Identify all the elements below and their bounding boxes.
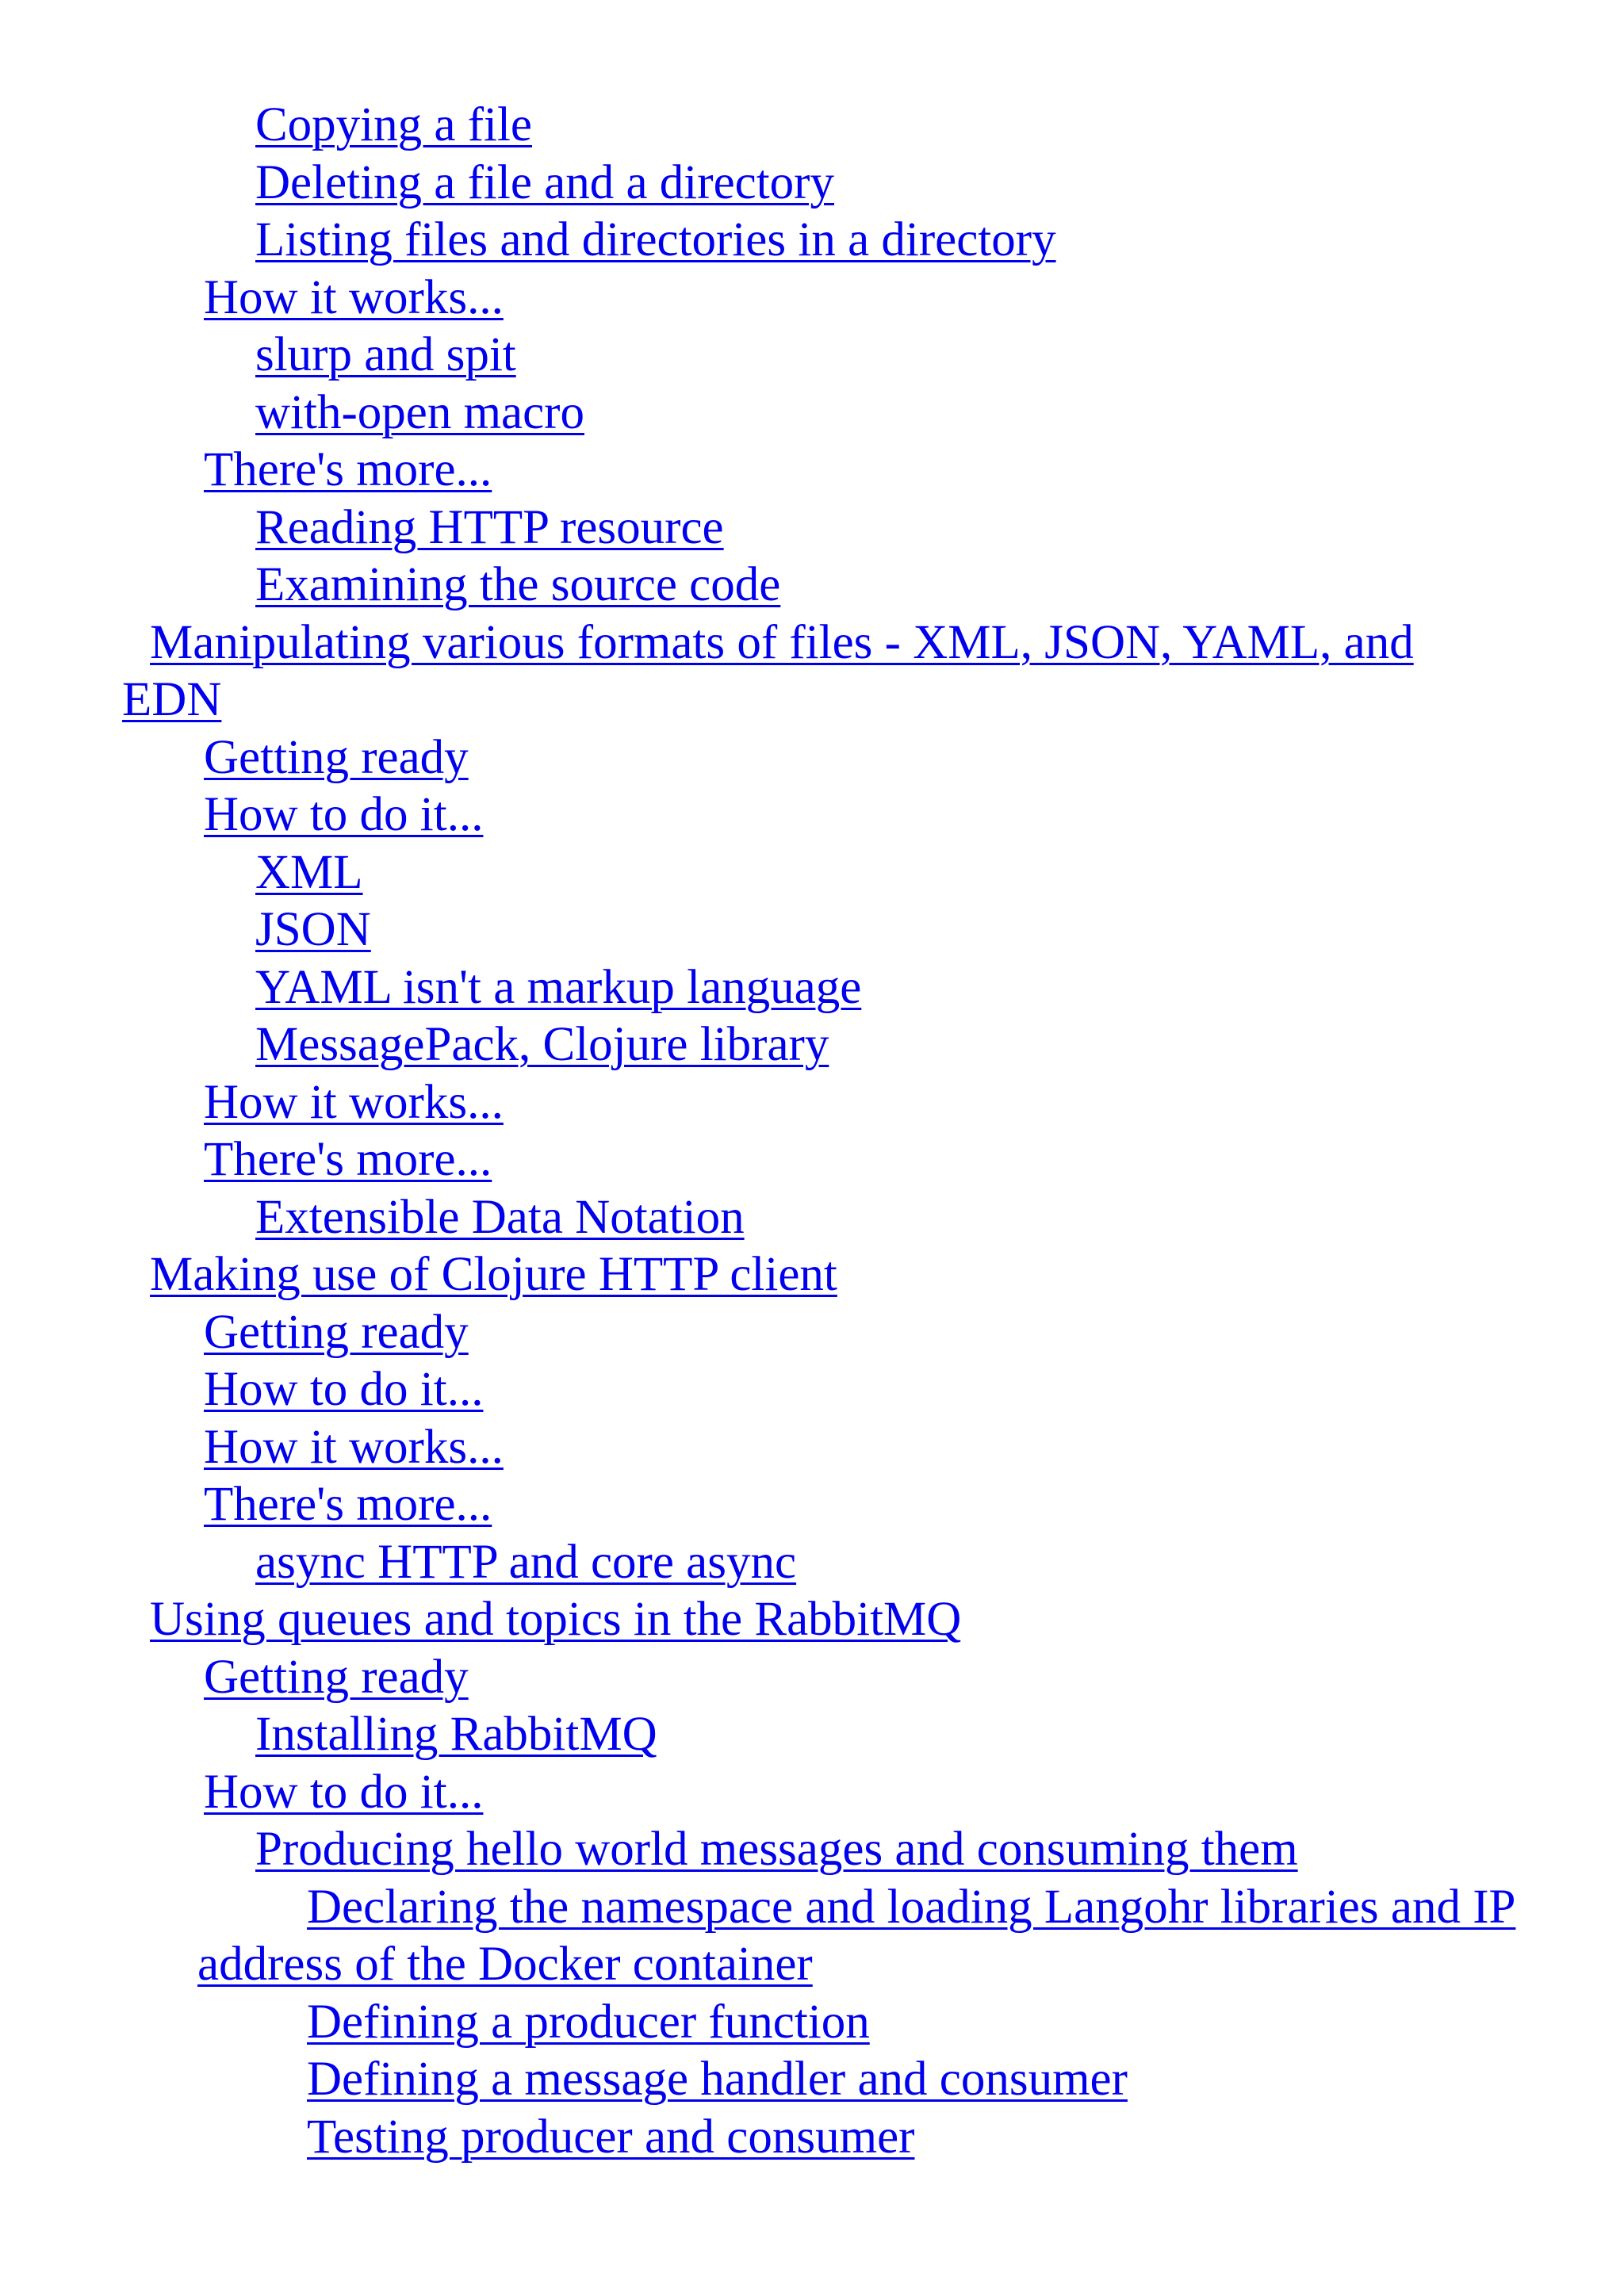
toc-entry — [0, 1879, 1624, 1937]
toc-link[interactable]: Defining a producer function — [307, 1995, 870, 2049]
toc-link[interactable]: slurp and spit — [255, 328, 516, 381]
toc-link[interactable]: Testing producer and consumer — [307, 2110, 915, 2164]
toc-link[interactable]: async HTTP and core async — [255, 1535, 797, 1589]
toc-link-continuation[interactable]: EDN — [122, 673, 222, 726]
toc-entry — [0, 1419, 1624, 1477]
toc-link[interactable]: How it works... — [204, 1420, 504, 1474]
toc-entry — [0, 1016, 1624, 1074]
toc-entry — [0, 2051, 1624, 2109]
toc-link[interactable]: Listing files and directories in a directory — [255, 213, 1056, 266]
toc-link[interactable]: There's more... — [204, 443, 492, 496]
toc-entry — [0, 1074, 1624, 1132]
toc-entry — [0, 442, 1624, 499]
toc-link[interactable]: Defining a message handler and consumer — [307, 2053, 1128, 2106]
toc-entry — [0, 1591, 1624, 1649]
toc-link[interactable]: Declaring the namespace and loading Langohr libraries and IP — [307, 1880, 1516, 1934]
toc-link[interactable]: Getting ready — [204, 1305, 469, 1359]
toc-link[interactable]: How to do it... — [204, 1363, 484, 1416]
toc-link[interactable]: Examining the source code — [255, 558, 781, 611]
toc-link[interactable]: Deleting a file and a directory — [255, 155, 834, 209]
toc-link[interactable]: How to do it... — [204, 1765, 484, 1819]
toc-entry — [0, 270, 1624, 327]
toc-link[interactable]: Manipulating various formats of files - XML, JSON, YAML, and — [150, 615, 1414, 669]
toc-entry-continuation — [0, 672, 1624, 729]
toc-entry — [0, 1131, 1624, 1189]
toc-link[interactable]: Making use of Clojure HTTP client — [150, 1248, 837, 1301]
toc-entry — [0, 1706, 1624, 1764]
toc-link[interactable]: Reading HTTP resource — [255, 500, 724, 554]
toc-entry — [0, 557, 1624, 614]
toc-entry — [0, 2109, 1624, 2167]
toc-entry — [0, 212, 1624, 270]
toc-entry — [0, 1994, 1624, 2052]
toc-link[interactable]: Getting ready — [204, 730, 469, 784]
toc-entry — [0, 901, 1624, 959]
toc-link[interactable]: Producing hello world messages and consuming them — [255, 1823, 1298, 1876]
toc-entry — [0, 1764, 1624, 1822]
toc-entry — [0, 1476, 1624, 1534]
toc-entry — [0, 327, 1624, 385]
toc-entry — [0, 1246, 1624, 1304]
toc-entry — [0, 1649, 1624, 1707]
toc-link[interactable]: XML — [255, 845, 363, 899]
toc-entry-continuation — [0, 1936, 1624, 1994]
toc-link[interactable]: MessagePack, Clojure library — [255, 1018, 829, 1071]
table-of-contents — [0, 97, 1624, 2166]
toc-link[interactable]: How it works... — [204, 270, 504, 324]
toc-link[interactable]: Getting ready — [204, 1650, 469, 1704]
toc-entry — [0, 499, 1624, 557]
toc-entry — [0, 1821, 1624, 1879]
toc-entry — [0, 844, 1624, 902]
toc-link[interactable]: There's more... — [204, 1133, 492, 1186]
toc-entry — [0, 97, 1624, 155]
toc-entry — [0, 1304, 1624, 1362]
toc-link[interactable]: Extensible Data Notation — [255, 1190, 745, 1244]
toc-entry — [0, 1534, 1624, 1592]
toc-entry — [0, 1189, 1624, 1247]
toc-entry — [0, 729, 1624, 787]
toc-entry — [0, 1361, 1624, 1419]
toc-link[interactable]: JSON — [255, 903, 371, 956]
toc-entry — [0, 614, 1624, 672]
toc-entry — [0, 959, 1624, 1017]
toc-link-continuation[interactable]: address of the Docker container — [197, 1938, 813, 1991]
toc-entry — [0, 385, 1624, 442]
toc-entry — [0, 786, 1624, 844]
toc-link[interactable]: with-open macro — [255, 385, 584, 439]
toc-link[interactable]: Copying a file — [255, 98, 532, 151]
toc-link[interactable]: Using queues and topics in the RabbitMQ — [150, 1593, 962, 1646]
toc-link[interactable]: How it works... — [204, 1075, 504, 1129]
toc-link[interactable]: Installing RabbitMQ — [255, 1708, 657, 1761]
toc-link[interactable]: YAML isn't a markup language — [255, 960, 862, 1014]
toc-entry — [0, 155, 1624, 212]
toc-link[interactable]: There's more... — [204, 1478, 492, 1531]
toc-link[interactable]: How to do it... — [204, 788, 484, 841]
